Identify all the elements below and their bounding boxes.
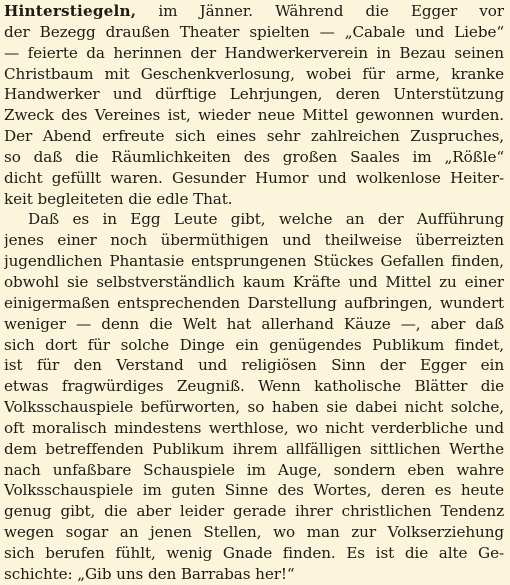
article-line: schichte: „Gib uns den Barrabas her!“ <box>4 564 295 583</box>
article-line: etwas fragwürdiges Zeugniß. Wenn katholische Blätter die <box>4 377 504 396</box>
article-line <box>4 1 504 22</box>
article-line: weniger — denn die Welt hat allerhand Käuze —, aber daß <box>4 314 504 333</box>
article-line: Volksschauspiele befürworten, so haben sie dabei nicht solche, <box>4 398 504 417</box>
article-line: dem betreffenden Publikum ihrem allfälligen sittlichen Werthe <box>4 439 504 458</box>
article-line: sich dort für solche Dinge ein genügendes Publikum findet, <box>4 335 504 354</box>
article-line: der Bezegg draußen Theater spielten — „Cabale und Liebe“ <box>4 22 504 41</box>
article-line: jenes einer noch übermüthigen und theilweise überreizten <box>4 231 504 250</box>
article-line: ist für den Verstand und religiösen Sinn der Egger ein <box>4 356 504 375</box>
article-line: Daß es in Egg Leute gibt, welche an der Aufführung <box>28 210 504 229</box>
article-line: oft moralisch mindestens werthlose, wo nicht verderbliche und <box>4 418 504 437</box>
article-column <box>4 1 504 585</box>
article-line: Volksschauspiele im guten Sinne des Wortes, deren es heute <box>4 481 504 500</box>
article-line: genug gibt, die aber leider gerade ihrer christlichen Tendenz <box>4 502 504 521</box>
article-line: Handwerker und dürftige Lehrjungen, deren Unterstützung <box>4 85 504 104</box>
article-line: so daß die Räumlichkeiten des großen Saales im „Rößle“ <box>4 147 504 166</box>
article-line-text: im Jänner. Während die Egger vor <box>136 2 504 20</box>
article-line: Der Abend erfreute sich eines sehr zahlreichen Zuspruches, <box>4 127 504 146</box>
article-line: einigermaßen entsprechenden Darstellung aufbringen, wundert <box>4 293 504 312</box>
article-line: dicht gefüllt waren. Gesunder Humor und wolkenlose Heiter- <box>4 168 504 187</box>
article-line: jugendlichen Phantasie entsprungenen Stückes Gefallen finden, <box>4 252 504 271</box>
article-line: wegen sogar an jenen Stellen, wo man zur Volkserziehung <box>4 523 504 542</box>
article-line: Christbaum mit Geschenkverlosung, wobei für arme, kranke <box>4 64 504 83</box>
article-headword: Hinterstiegeln, <box>4 2 137 20</box>
article-line: keit begleiteten die edle That. <box>4 189 233 208</box>
article-line: sich berufen fühlt, wenig Gnade finden. Es ist die alte Ge- <box>4 543 504 562</box>
article-line: — feierte da herinnen der Handwerkerverein in Bezau seinen <box>4 43 504 62</box>
article-line: obwohl sie selbstverständlich kaum Kräfte und Mittel zu einer <box>4 272 504 291</box>
article-line: nach unfaßbare Schauspiele im Auge, sondern eben wahre <box>4 460 504 479</box>
article-line: Zweck des Vereines ist, wieder neue Mittel gewonnen wurden. <box>4 106 504 125</box>
